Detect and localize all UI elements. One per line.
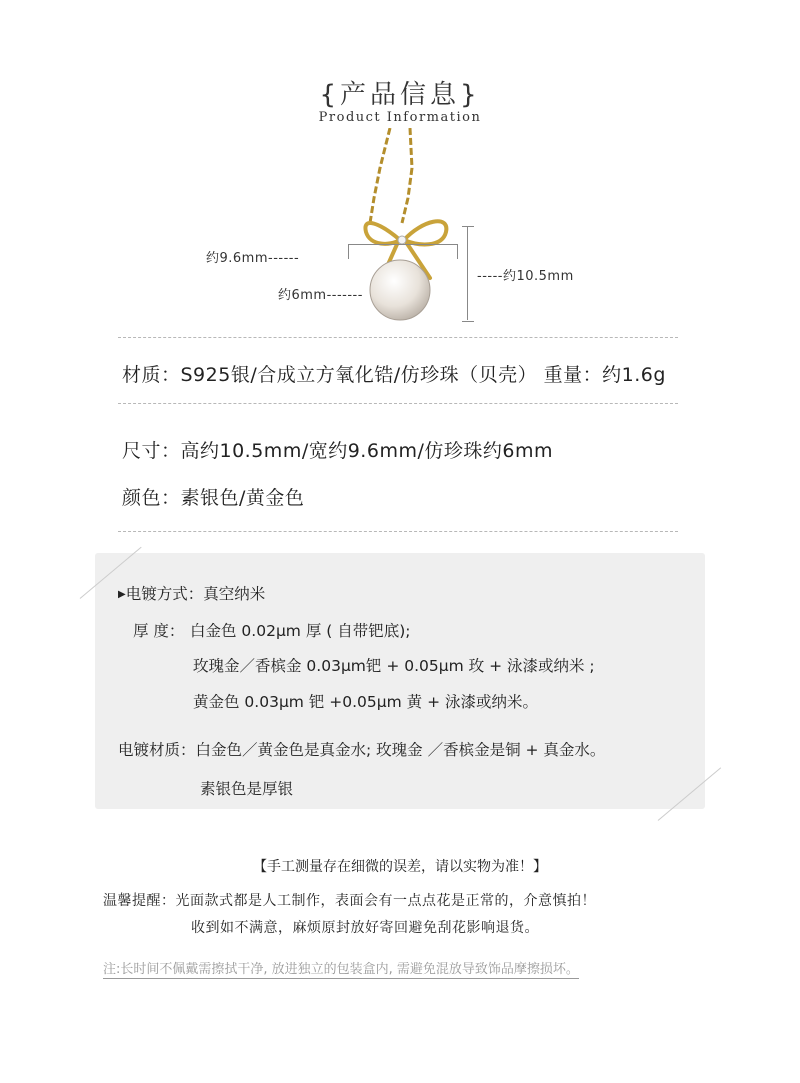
care-footnote: 注:长时间不佩戴需擦拭干净, 放进独立的包装盒内, 需避免混放导致饰品摩擦损坏。 [103,958,579,979]
material-spec: 材质：S925银/合成立方氧化锆/仿珍珠（贝壳） 重量：约1.6g [122,364,666,386]
size-spec: 尺寸：高约10.5mm/宽约9.6mm/仿珍珠约6mm [122,440,553,462]
color-spec: 颜色：素银色/黄金色 [122,487,305,509]
divider [118,403,678,404]
width-bracket [348,244,458,259]
height-dimension-label: -----约10.5mm [477,269,574,284]
section-title: {产品信息} [319,80,481,110]
plating-material-line-1: 电镀材质：白金色／黄金色是真金水; 玫瑰金 ／香槟金是铜 + 真金水。 [118,741,606,759]
triangle-bullet-icon: ▶ [118,589,126,600]
thickness-label: 厚 度： [133,622,185,640]
reminder-line-1: 温馨提醒：光面款式都是人工制作，表面会有一点点花是正常的，介意慎拍！ [103,893,596,909]
reminder-line-2: 收到如不满意，麻烦原封放好寄回避免刮花影响退货。 [191,920,539,936]
divider [118,337,678,338]
height-bracket [462,226,474,322]
width-dimension-label: 约9.6mm------ [206,251,300,266]
plating-method: ▶电镀方式：真空纳米 [118,585,266,603]
divider [118,531,678,532]
thickness-line-2: 玫瑰金／香槟金 0.03μm钯 + 0.05μm 玫 + 泳漆或纳米 ; [193,657,595,675]
plating-material-line-2: 素银色是厚银 [200,780,294,798]
height-bracket-line [467,226,468,320]
measurement-notice: 【手工测量存在细微的误差，请以实物为准！】 [253,859,547,875]
section-subtitle: Product Information [318,110,482,125]
pearl-dimension-label: 约6mm------- [278,288,363,303]
thickness-line-1: 白金色 0.02μm 厚 ( 自带钯底); [190,622,411,640]
thickness-line-3: 黄金色 0.03μm 钯 +0.05μm 黄 + 泳漆或纳米。 [193,693,538,711]
